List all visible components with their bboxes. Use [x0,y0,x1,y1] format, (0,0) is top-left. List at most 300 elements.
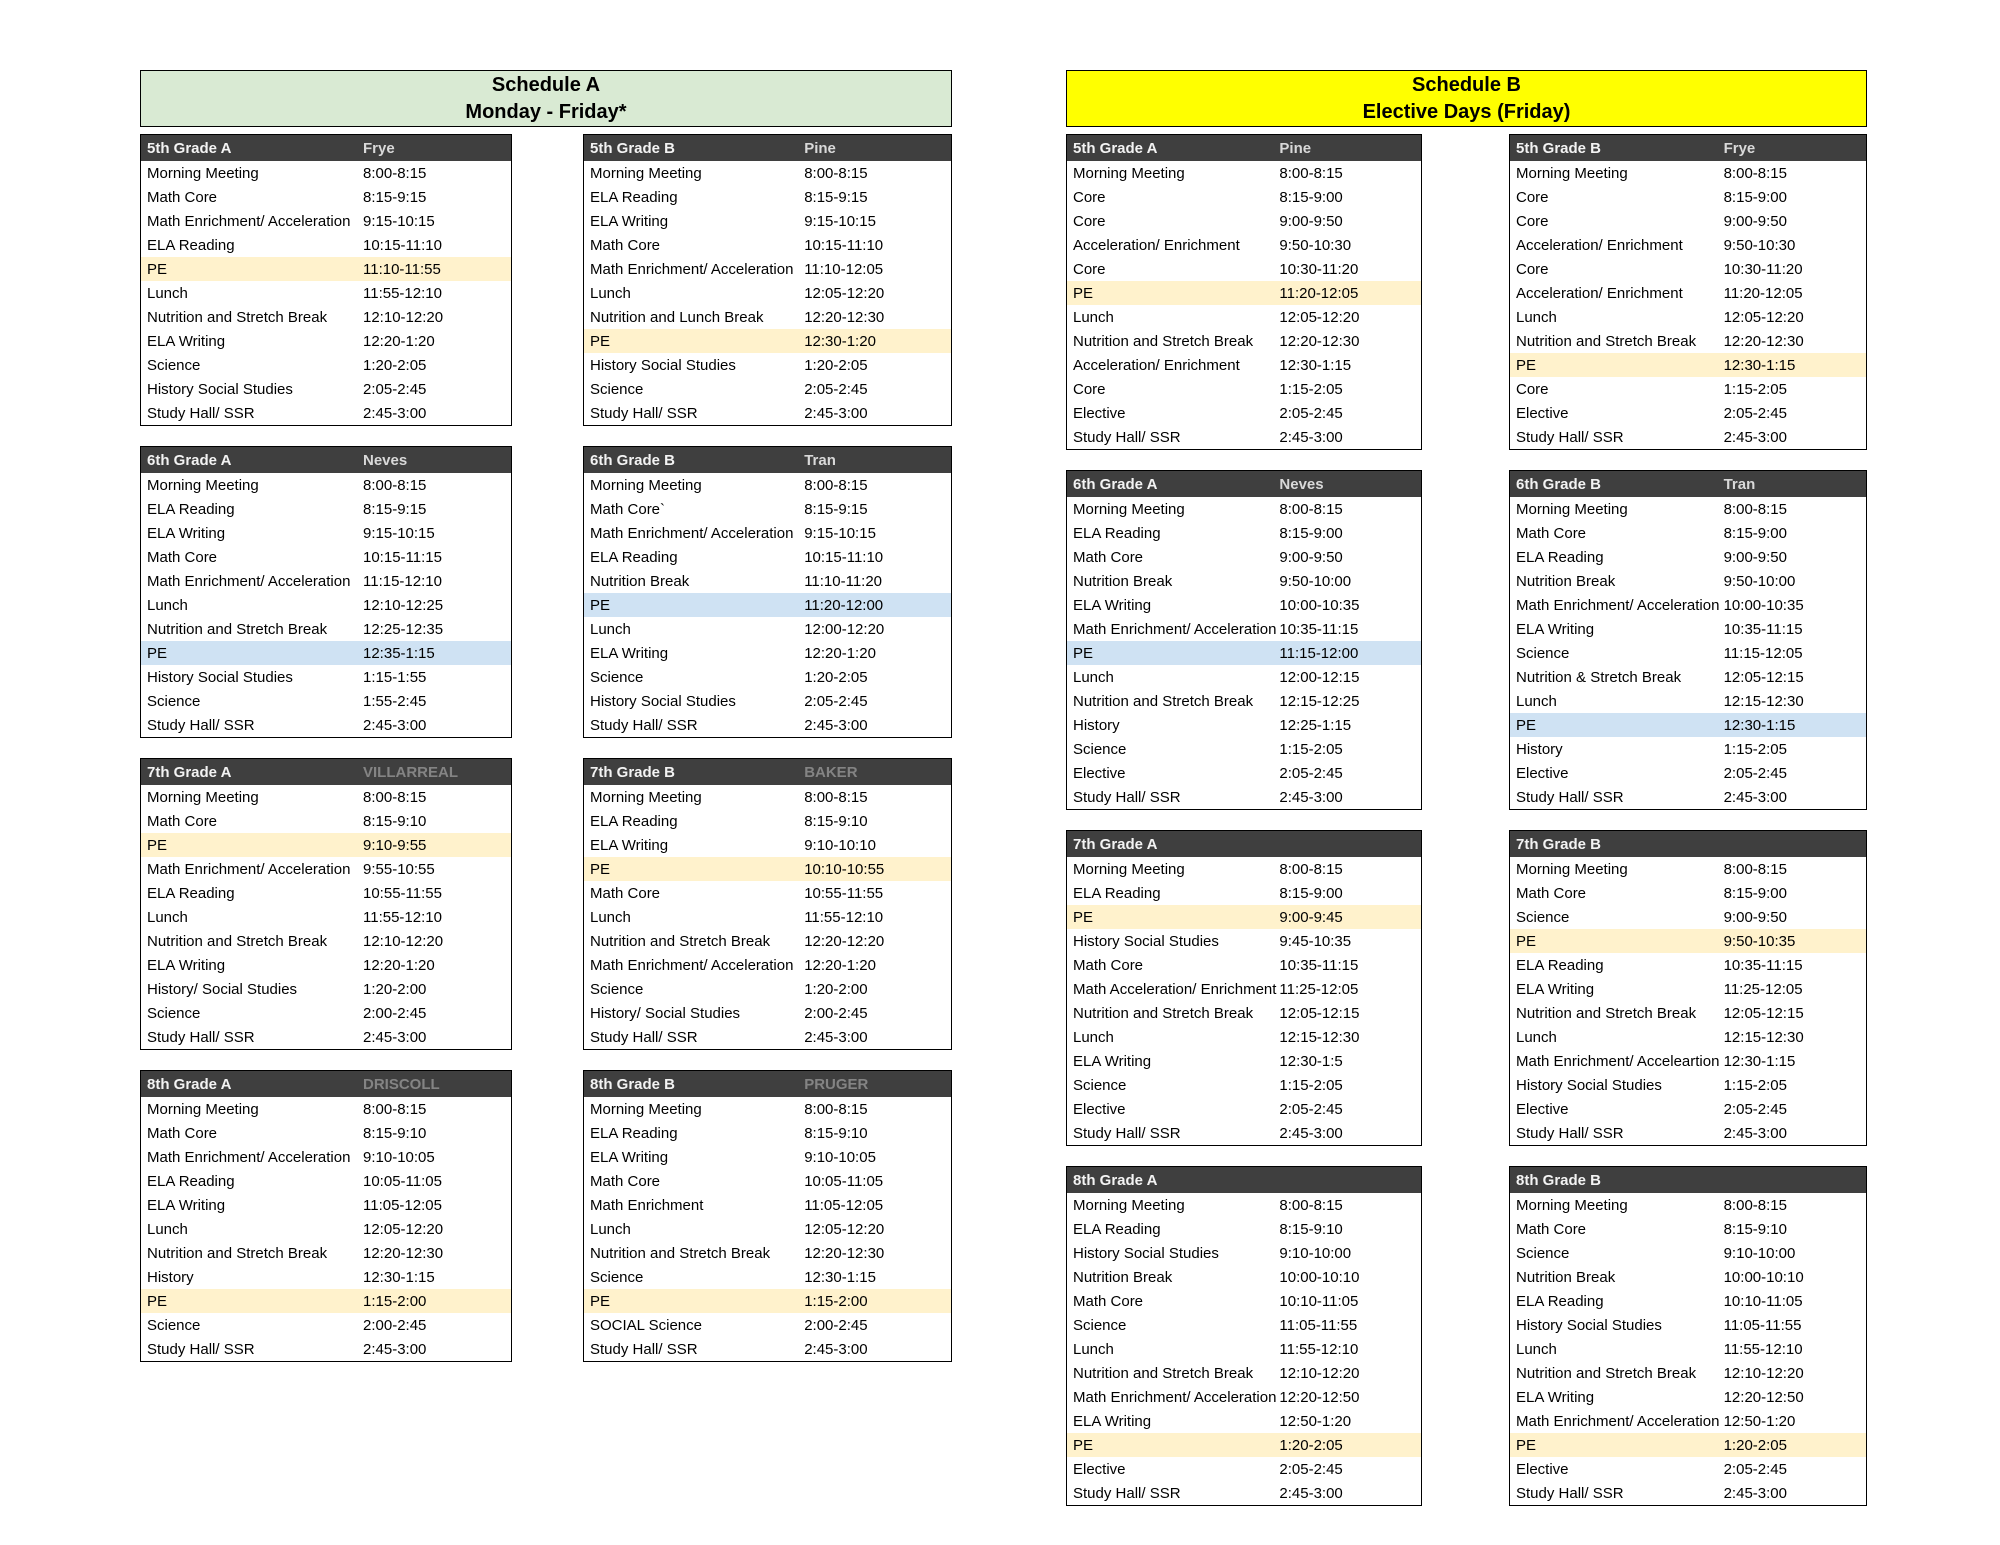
subject-cell: Nutrition & Stretch Break [1516,668,1682,686]
subject-cell: ELA Writing [590,1148,669,1166]
time-cell: 8:00-8:15 [1279,1196,1343,1214]
grade-label: 5th Grade B [1516,139,1602,157]
time-cell: 8:15-9:10 [804,812,868,830]
table-row [584,1337,951,1361]
table-row [584,1001,951,1025]
teacher-name: BAKER [804,763,858,781]
time-cell: 2:05-2:45 [1723,1100,1787,1118]
subject-cell: PE [1516,356,1537,374]
time-cell: 12:05-12:15 [1279,1004,1360,1022]
table-row [1067,881,1421,905]
table-row [584,617,951,641]
schedule-table [1509,1166,1867,1506]
subject-cell: Math Core [1073,1292,1144,1310]
table-row [141,1001,511,1025]
time-cell: 11:05-12:05 [804,1196,884,1214]
table-row [141,305,511,329]
subject-cell: Science [147,1004,201,1022]
subject-cell: Nutrition Break [590,572,690,590]
table-row [141,1097,511,1121]
time-cell: 2:45-3:00 [1279,1484,1343,1502]
time-cell: 8:00-8:15 [1723,860,1787,878]
subject-cell: ELA Reading [1516,956,1604,974]
subject-cell: PE [590,1292,611,1310]
subject-cell: Science [590,1268,644,1286]
table-header [1067,1167,1421,1193]
time-cell: 12:00-12:20 [804,620,885,638]
teacher-name: Pine [1279,139,1312,157]
time-cell: 8:15-9:00 [1279,524,1343,542]
subject-cell: Nutrition and Lunch Break [590,308,764,326]
subject-cell: Math Enrichment/ Acceleration [590,524,794,542]
table-row [141,1289,511,1313]
subject-cell: Acceleration/ Enrichment [1073,356,1240,374]
time-cell: 11:55-12:10 [804,908,884,926]
table-row [1510,713,1866,737]
table-row [1510,641,1866,665]
table-header [1067,831,1421,857]
table-row [1510,689,1866,713]
subject-cell: Lunch [1516,308,1557,326]
table-row [1510,521,1866,545]
time-cell: 10:30-11:20 [1723,260,1803,278]
table-row [1067,713,1421,737]
time-cell: 12:10-12:20 [1279,1364,1360,1382]
time-cell: 12:00-12:15 [1279,668,1360,686]
time-cell: 1:15-2:05 [1279,380,1343,398]
time-cell: 8:15-9:10 [363,812,427,830]
time-cell: 9:10-10:00 [1279,1244,1352,1262]
subject-cell: ELA Writing [1516,980,1595,998]
time-cell: 9:15-10:15 [363,524,435,542]
subject-cell: ELA Reading [590,188,678,206]
subject-cell: PE [590,860,611,878]
subject-cell: Nutrition and Stretch Break [147,620,328,638]
time-cell: 10:00-10:10 [1279,1268,1360,1286]
time-cell: 12:20-1:20 [363,332,435,350]
time-cell: 11:20-12:05 [1723,284,1803,302]
subject-cell: Math Enrichment/ Acceleration [1516,1412,1720,1430]
schedule-b-tables [1066,134,1867,1526]
subject-cell: SOCIAL Science [590,1316,702,1334]
time-cell: 9:10-10:05 [363,1148,435,1166]
time-cell: 12:05-12:20 [1723,308,1804,326]
time-cell: 10:55-11:55 [804,884,884,902]
table-row [584,1145,951,1169]
time-cell: 12:05-12:20 [1279,308,1360,326]
table-row [584,977,951,1001]
table-row [1067,593,1421,617]
table-row [141,1193,511,1217]
subject-cell: PE [1073,908,1094,926]
subject-cell: Lunch [1516,692,1557,710]
table-row [1067,257,1421,281]
table-row [141,785,511,809]
table-row [141,377,511,401]
time-cell: 12:20-1:20 [804,956,876,974]
schedule-b-title-line2: Elective Days (Friday) [1362,101,1571,123]
time-cell: 9:10-9:55 [363,836,427,854]
subject-cell: ELA Reading [590,812,678,830]
schedule-table [1509,134,1867,450]
table-row [1067,857,1421,881]
subject-cell: PE [1073,1436,1094,1454]
time-cell: 10:15-11:10 [363,236,442,254]
grade-label: 6th Grade A [1073,475,1158,493]
subject-cell: PE [590,332,611,350]
table-row [584,1025,951,1049]
time-cell: 1:15-2:05 [1723,740,1787,758]
time-cell: 8:00-8:15 [363,788,427,806]
table-row [141,857,511,881]
subject-cell: Math Enrichment/ Acceleration [147,572,351,590]
time-cell: 11:55-12:10 [363,284,442,302]
time-cell: 9:15-10:15 [804,524,876,542]
time-cell: 12:30-1:15 [1723,1052,1796,1070]
time-cell: 12:20-12:30 [804,1244,885,1262]
subject-cell: History Social Studies [1516,1076,1662,1094]
time-cell: 9:10-10:00 [1723,1244,1796,1262]
teacher-name: VILLARREAL [363,763,458,781]
table-header [1510,831,1866,857]
time-cell: 8:00-8:15 [1723,500,1787,518]
subject-cell: Morning Meeting [147,164,259,182]
subject-cell: Elective [1516,1460,1569,1478]
subject-cell: Elective [1516,404,1569,422]
subject-cell: Math Enrichment/ Acceleration [1073,620,1277,638]
table-row [1510,353,1866,377]
schedule-a-section [140,70,952,1382]
table-row [1510,1433,1866,1457]
table-row [1510,953,1866,977]
schedule-table [583,758,952,1050]
table-row [1510,1121,1866,1145]
time-cell: 8:00-8:15 [1279,860,1343,878]
subject-cell: Science [147,692,201,710]
subject-cell: Study Hall/ SSR [1516,1484,1624,1502]
table-row [141,233,511,257]
grade-label: 6th Grade B [590,451,676,469]
table-row [1510,905,1866,929]
time-cell: 8:15-9:10 [363,1124,427,1142]
time-cell: 12:20-12:50 [1723,1388,1804,1406]
subject-cell: Core [1073,380,1106,398]
schedule-table [140,1070,512,1362]
subject-cell: Nutrition and Stretch Break [1516,1004,1697,1022]
time-cell: 2:05-2:45 [1279,1460,1343,1478]
time-cell: 8:00-8:15 [1279,164,1343,182]
subject-cell: Science [1073,1316,1127,1334]
time-cell: 10:15-11:10 [804,236,884,254]
table-row [1067,545,1421,569]
subject-cell: Math Core [147,548,218,566]
time-cell: 12:05-12:15 [1723,1004,1804,1022]
table-row [1510,617,1866,641]
time-cell: 10:30-11:20 [1279,260,1359,278]
schedule-table [1066,470,1422,810]
subject-cell: PE [147,644,168,662]
table-row [1067,425,1421,449]
table-row [1510,329,1866,353]
time-cell: 2:00-2:45 [804,1316,868,1334]
time-cell: 10:05-11:05 [804,1172,884,1190]
time-cell: 11:25-12:05 [1279,980,1359,998]
table-header [141,1071,511,1097]
subject-cell: Science [1516,908,1570,926]
time-cell: 2:45-3:00 [804,716,868,734]
table-row [1067,1097,1421,1121]
table-row [1510,161,1866,185]
subject-cell: Lunch [1516,1028,1557,1046]
time-cell: 11:55-12:10 [363,908,442,926]
time-cell: 12:10-12:20 [363,932,444,950]
subject-cell: Elective [1073,404,1126,422]
subject-cell: Lunch [147,1220,188,1238]
time-cell: 10:10-11:05 [1723,1292,1803,1310]
table-row [1510,281,1866,305]
time-cell: 2:05-2:45 [1279,764,1343,782]
time-cell: 12:20-1:20 [363,956,435,974]
subject-cell: ELA Writing [1073,1052,1152,1070]
time-cell: 8:15-9:15 [363,500,427,518]
teacher-name: Tran [804,451,836,469]
time-cell: 12:15-12:25 [1279,692,1360,710]
time-cell: 8:00-8:15 [363,1100,427,1118]
time-cell: 9:50-10:30 [1723,236,1796,254]
table-row [1510,593,1866,617]
table-row [141,809,511,833]
schedule-table [1066,830,1422,1146]
subject-cell: Math Core [147,812,218,830]
time-cell: 9:00-9:50 [1723,548,1787,566]
schedule-table [140,758,512,1050]
time-cell: 9:10-10:05 [804,1148,876,1166]
subject-cell: Math Enrichment/ Acceleration [147,1148,351,1166]
table-row [1067,1481,1421,1505]
time-cell: 2:45-3:00 [363,1028,427,1046]
schedule-a-title-line2: Monday - Friday* [465,101,627,123]
grade-label: 6th Grade A [147,451,232,469]
table-row [1510,1217,1866,1241]
subject-cell: Study Hall/ SSR [1073,1484,1181,1502]
table-row [584,689,951,713]
grade-label: 8th Grade B [590,1075,676,1093]
table-row [141,521,511,545]
time-cell: 10:35-11:15 [1279,620,1359,638]
teacher-name: Neves [363,451,408,469]
table-row [1067,329,1421,353]
table-row [141,1265,511,1289]
teacher-name: Tran [1723,475,1756,493]
subject-cell: Nutrition Break [1073,1268,1173,1286]
table-row [141,545,511,569]
subject-cell: ELA Writing [590,836,669,854]
table-row [1067,1385,1421,1409]
subject-cell: PE [1516,1436,1537,1454]
table-row [1510,665,1866,689]
time-cell: 8:15-9:10 [804,1124,868,1142]
table-row [141,1217,511,1241]
subject-cell: Nutrition and Stretch Break [1073,1004,1254,1022]
teacher-name: PRUGER [804,1075,869,1093]
table-row [1510,545,1866,569]
subject-cell: Study Hall/ SSR [1516,788,1624,806]
time-cell: 2:45-3:00 [1723,1484,1787,1502]
time-cell: 11:20-12:00 [804,596,884,614]
time-cell: 9:00-9:50 [1723,908,1787,926]
table-row [141,569,511,593]
table-row [1510,1337,1866,1361]
table-row [584,929,951,953]
table-row [141,1145,511,1169]
subject-cell: Math Enrichment/ Acceleration [590,956,794,974]
subject-cell: Lunch [590,908,631,926]
time-cell: 1:15-2:05 [1723,1076,1787,1094]
table-row [141,209,511,233]
table-row [1510,1193,1866,1217]
table-row [141,473,511,497]
table-header [584,759,951,785]
teacher-name: Frye [1723,139,1756,157]
schedule-table [1509,470,1867,810]
subject-cell: Math Enrichment/ Acceleration [590,260,794,278]
table-row [584,233,951,257]
table-header [584,1071,951,1097]
time-cell: 2:05-2:45 [804,380,868,398]
grade-label: 7th Grade A [1073,835,1158,853]
time-cell: 9:00-9:45 [1279,908,1343,926]
time-cell: 8:15-9:15 [804,188,868,206]
table-row [584,1217,951,1241]
teacher-name: DRISCOLL [363,1075,440,1093]
time-cell: 2:45-3:00 [804,404,868,422]
time-cell: 11:10-11:55 [363,260,441,278]
schedule-a-title-line1: Schedule A [491,74,601,96]
table-row [1067,617,1421,641]
table-row [141,593,511,617]
subject-cell: Nutrition Break [1516,1268,1616,1286]
subject-cell: ELA Writing [147,524,226,542]
schedule-table [140,446,512,738]
subject-cell: History [1073,716,1120,734]
table-row [584,377,951,401]
subject-cell: Acceleration/ Enrichment [1516,284,1683,302]
time-cell: 12:30-1:15 [1279,356,1352,374]
table-header [584,447,951,473]
subject-cell: PE [147,1292,168,1310]
table-row [141,689,511,713]
table-row [1067,1217,1421,1241]
time-cell: 8:00-8:15 [363,164,427,182]
table-row [1067,209,1421,233]
table-row [141,977,511,1001]
subject-cell: Lunch [1073,1028,1114,1046]
time-cell: 2:05-2:45 [804,692,868,710]
time-cell: 12:20-1:20 [804,644,876,662]
table-row [584,1169,951,1193]
table-row [1067,641,1421,665]
schedule-b-section [1066,70,1867,1526]
table-row [584,1241,951,1265]
table-row [1067,401,1421,425]
table-row [1510,1097,1866,1121]
time-cell: 1:20-2:05 [804,356,868,374]
subject-cell: Math Core` [590,500,666,518]
table-row [141,1337,511,1361]
table-row [1510,761,1866,785]
time-cell: 12:30-1:20 [804,332,876,350]
table-row [1067,353,1421,377]
time-cell: 12:10-12:25 [363,596,444,614]
subject-cell: Math Enrichment/ Acceleration [1516,596,1720,614]
table-row [141,665,511,689]
subject-cell: PE [1516,716,1537,734]
time-cell: 2:45-3:00 [1279,788,1343,806]
table-header [141,759,511,785]
grade-label: 5th Grade A [147,139,232,157]
table-row [1067,497,1421,521]
time-cell: 8:15-9:10 [1723,1220,1787,1238]
table-row [141,833,511,857]
subject-cell: Science [1073,1076,1127,1094]
table-row [1067,569,1421,593]
subject-cell: Math Enrichment [590,1196,704,1214]
table-row [584,881,951,905]
subject-cell: Math Core [147,1124,218,1142]
table-row [141,401,511,425]
grade-label: 5th Grade A [1073,139,1158,157]
table-row [1067,1409,1421,1433]
table-row [584,1193,951,1217]
subject-cell: History Social Studies [590,692,736,710]
time-cell: 2:45-3:00 [804,1340,868,1358]
table-row [1067,1193,1421,1217]
subject-cell: PE [1073,284,1094,302]
subject-cell: ELA Writing [1073,1412,1152,1430]
subject-cell: Morning Meeting [590,476,702,494]
table-row [1067,521,1421,545]
subject-cell: Morning Meeting [1073,860,1185,878]
table-row [1067,1337,1421,1361]
subject-cell: Study Hall/ SSR [1073,788,1181,806]
time-cell: 12:20-12:30 [804,308,885,326]
time-cell: 2:45-3:00 [1279,428,1343,446]
schedule-a-tables [140,134,952,1382]
table-header [1067,135,1421,161]
time-cell: 8:15-9:15 [363,188,427,206]
table-row [1510,257,1866,281]
subject-cell: Morning Meeting [1073,164,1185,182]
table-row [1510,569,1866,593]
subject-cell: History Social Studies [147,668,293,686]
time-cell: 10:35-11:15 [1279,956,1359,974]
time-cell: 8:15-9:00 [1723,884,1787,902]
time-cell: 10:00-10:10 [1723,1268,1804,1286]
time-cell: 8:15-9:00 [1279,884,1343,902]
table-row [1067,689,1421,713]
grade-label: 8th Grade A [147,1075,232,1093]
time-cell: 10:10-10:55 [804,860,885,878]
subject-cell: PE [147,836,168,854]
table-row [1067,1361,1421,1385]
subject-cell: Elective [1073,1100,1126,1118]
table-row [1510,785,1866,809]
time-cell: 1:15-2:00 [804,1292,868,1310]
subject-cell: ELA Writing [590,644,669,662]
time-cell: 11:05-12:05 [363,1196,442,1214]
subject-cell: Math Enrichment/ Acceleration [1073,1388,1277,1406]
grade-label: 7th Grade B [590,763,676,781]
